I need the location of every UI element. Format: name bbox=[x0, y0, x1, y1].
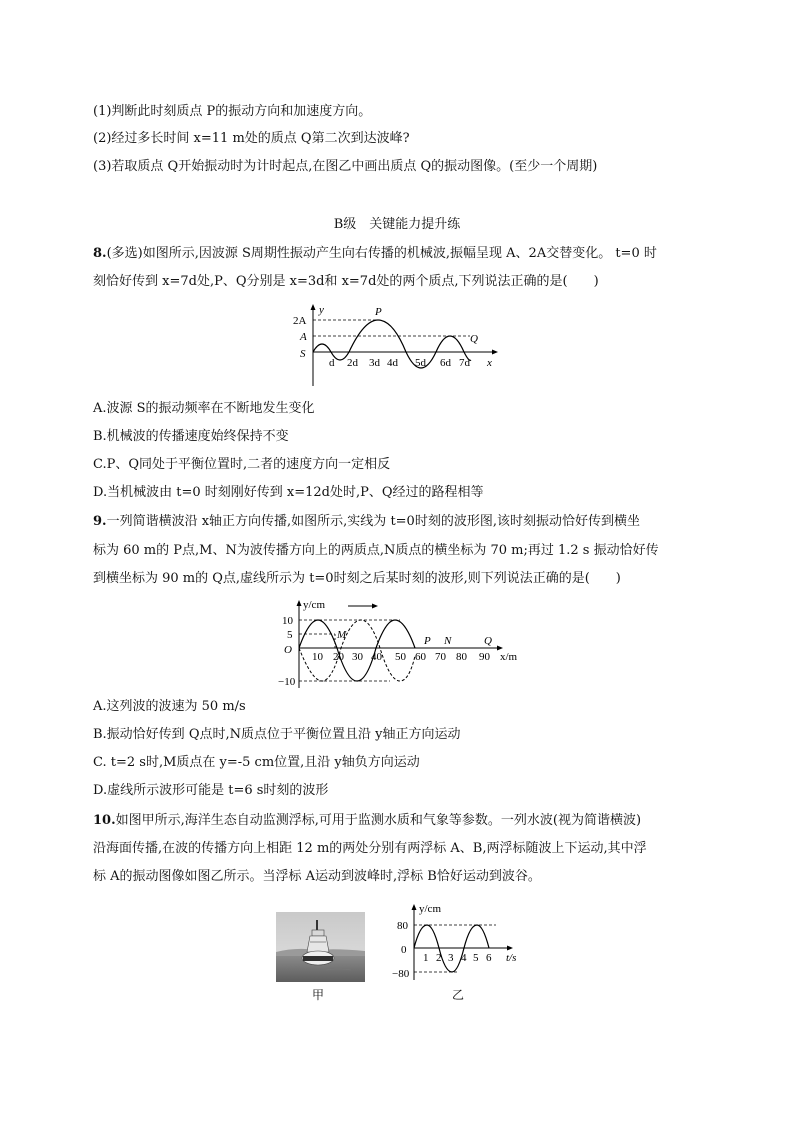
fig-a-caption: 甲 bbox=[312, 988, 325, 1002]
q9-x-tick-10: 10 bbox=[312, 651, 323, 663]
q9-x-tick-30: 30 bbox=[352, 651, 363, 663]
q9-point-N: N bbox=[444, 635, 452, 647]
q10-x-tick-3: 3 bbox=[448, 952, 454, 964]
q10-y-axis-label: y/cm bbox=[419, 903, 441, 915]
q9-x-tick-80: 80 bbox=[456, 651, 467, 663]
q9-x-tick-60: 60 bbox=[415, 651, 426, 663]
q10-y-tick-neg80: −80 bbox=[392, 968, 410, 980]
q9-x-axis-label: x/m bbox=[500, 651, 518, 663]
q10-y-tick-0: 0 bbox=[401, 944, 407, 956]
q8-point-Q: Q bbox=[470, 333, 478, 345]
q8-text-line2: 刻恰好传到 x=7d处,P、Q分别是 x=3d和 x=7d处的两个质点,下列说法正确的是( ) bbox=[93, 274, 599, 289]
q9-wave-figure bbox=[278, 596, 528, 691]
q9-y-tick-10: 10 bbox=[282, 615, 293, 627]
q8-option-a: A.波源 S的振动频率在不断地发生变化 bbox=[93, 401, 315, 416]
q8-x-tick-d: d bbox=[329, 357, 335, 369]
q10-x-tick-5: 5 bbox=[473, 952, 479, 964]
q8-option-c: C.P、Q同处于平衡位置时,二者的速度方向一定相反 bbox=[93, 457, 391, 472]
q10-text-line1 bbox=[93, 810, 641, 832]
q10-x-tick-4: 4 bbox=[461, 952, 467, 964]
q10-text-line2: 沿海面传播,在波的传播方向上相距 12 m的两处分别有两浮标 A、B,两浮标随波上下运动,其中浮 bbox=[93, 841, 647, 856]
buoy-photo bbox=[276, 912, 365, 982]
q9-option-b: B.振动恰好传到 Q点时,N质点位于平衡位置且沿 y轴正方向运动 bbox=[93, 727, 461, 742]
q8-y-tick-A: A bbox=[300, 331, 307, 343]
q9-text-line3: 到横坐标为 90 m的 Q点,虚线所示为 t=0时刻之后某时刻的波形,则下列说法正确的是( ) bbox=[93, 571, 621, 586]
q8-point-P: P bbox=[375, 306, 382, 318]
q9-number: 9. bbox=[93, 514, 107, 529]
q10-x-tick-2: 2 bbox=[436, 952, 442, 964]
q9-option-a: A.这列波的波速为 50 m/s bbox=[93, 699, 246, 714]
q8-option-b: B.机械波的传播速度始终保持不变 bbox=[93, 429, 289, 444]
q9-text-line2: 标为 60 m的 P点,M、N为波传播方向上的两质点,N质点的横坐标为 70 m;再过 1.2 s 振动恰好传 bbox=[93, 543, 659, 558]
q9-option-c: C. t=2 s时,M质点在 y=-5 cm位置,且沿 y轴负方向运动 bbox=[93, 755, 420, 770]
q8-x-tick-3d: 3d bbox=[369, 357, 380, 369]
q8-y-tick-S: S bbox=[300, 348, 306, 360]
q10-vibration-figure bbox=[392, 900, 528, 982]
section-title: B级 关键能力提升练 bbox=[333, 217, 461, 232]
sub-question-3: (3)若取质点 Q开始振动时为计时起点,在图乙中画出质点 Q的振动图像。(至少一个周期) bbox=[93, 159, 598, 174]
q8-stem-1: (多选)如图所示,因波源 S周期性振动产生向右传播的机械波,振幅呈现 A、2A交替变化。 t=0 时 bbox=[106, 246, 657, 261]
q9-text-line1 bbox=[93, 511, 640, 533]
q9-point-P: P bbox=[424, 635, 431, 647]
q8-text-line1 bbox=[93, 243, 657, 265]
q10-number: 10. bbox=[93, 813, 116, 828]
q8-wave-figure bbox=[290, 300, 510, 392]
q8-x-tick-5d: 5d bbox=[415, 357, 426, 369]
q9-y-tick-neg10: −10 bbox=[278, 676, 296, 688]
q9-point-Q: Q bbox=[484, 635, 492, 647]
q8-x-tick-6d: 6d bbox=[440, 357, 451, 369]
q8-y-tick-2A: 2A bbox=[293, 315, 307, 327]
q9-x-tick-50: 50 bbox=[395, 651, 406, 663]
q9-y-tick-5: 5 bbox=[287, 629, 293, 641]
q9-point-M: M bbox=[337, 629, 347, 641]
q9-stem-1: 一列简谐横波沿 x轴正方向传播,如图所示,实线为 t=0时刻的波形图,该时刻振动恰好传到横坐 bbox=[106, 514, 640, 529]
q8-y-axis-label: y bbox=[319, 304, 324, 316]
sub-question-1: (1)判断此时刻质点 P的振动方向和加速度方向。 bbox=[93, 104, 372, 119]
q10-text-line3: 标 A的振动图像如图乙所示。当浮标 A运动到波峰时,浮标 B恰好运动到波谷。 bbox=[93, 869, 541, 884]
q8-x-tick-2d: 2d bbox=[347, 357, 358, 369]
q8-option-d: D.当机械波由 t=0 时刻刚好传到 x=12d处时,P、Q经过的路程相等 bbox=[93, 485, 484, 500]
q9-x-tick-70: 70 bbox=[435, 651, 446, 663]
q10-stem-1: 如图甲所示,海洋生态自动监测浮标,可用于监测水质和气象等参数。一列水波(视为简谐横波) bbox=[115, 813, 642, 828]
q9-y-axis-label: y/cm bbox=[303, 599, 325, 611]
q9-x-tick-90: 90 bbox=[479, 651, 490, 663]
q8-x-axis-label: x bbox=[487, 357, 492, 369]
q10-x-axis-label: t/s bbox=[506, 952, 517, 964]
q8-number: 8. bbox=[93, 246, 107, 261]
q9-y-tick-origin: O bbox=[284, 644, 292, 656]
q9-x-tick-20: 20 bbox=[333, 651, 344, 663]
q9-option-d: D.虚线所示波形可能是 t=6 s时刻的波形 bbox=[93, 783, 329, 798]
fig-b-caption: 乙 bbox=[452, 988, 465, 1002]
q8-x-tick-4d: 4d bbox=[387, 357, 398, 369]
q9-x-tick-40: 40 bbox=[371, 651, 382, 663]
q10-x-tick-6: 6 bbox=[486, 952, 492, 964]
q10-x-tick-1: 1 bbox=[423, 952, 429, 964]
q8-x-tick-7d: 7d bbox=[459, 357, 470, 369]
q10-y-tick-80: 80 bbox=[397, 920, 408, 932]
sub-question-2: (2)经过多长时间 x=11 m处的质点 Q第二次到达波峰? bbox=[93, 131, 410, 146]
